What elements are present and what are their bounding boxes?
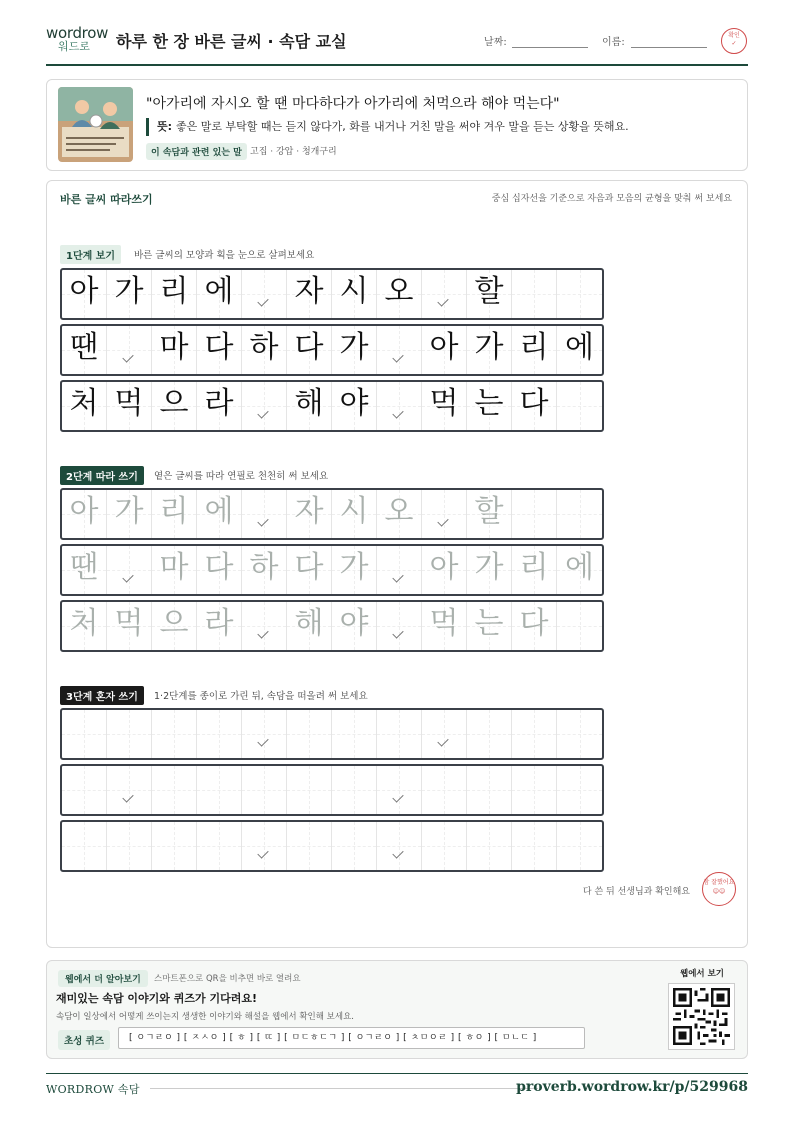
practice-hint: 중심 십자선을 기준으로 자음과 모음의 균형을 맞춰 써 보세요	[491, 194, 732, 204]
practice-char: 다	[204, 330, 234, 365]
practice-cell	[512, 326, 557, 374]
practice-cell[interactable]	[197, 546, 242, 594]
practice-cell[interactable]	[287, 546, 332, 594]
practice-cell	[152, 382, 197, 430]
practice-cell	[422, 382, 467, 430]
practice-char: 하	[249, 330, 279, 365]
space-mark-icon	[122, 571, 133, 582]
practice-cell	[107, 270, 152, 318]
space-mark-icon	[392, 351, 403, 362]
space-mark-icon	[392, 791, 403, 802]
practice-char: 가	[474, 330, 504, 365]
practice-cell[interactable]	[512, 602, 557, 650]
practice-cell[interactable]	[62, 766, 107, 814]
practice-char: 라	[204, 386, 234, 421]
meaning-label: 뜻:	[157, 120, 173, 133]
initial-consonant-quiz: [ ㅇㄱㄹㅇ ] [ ㅈㅅㅇ ] [ ㅎ ] [ ㄸ ] [ ㅁㄷㅎㄷㄱ ] [ ㅇㄱㄹㅇ ] [ ㅊㅁㅇㄹ ] [ ㅎㅇ ] [ ㅁㄴㄷ ]	[118, 1027, 585, 1049]
practice-char: 해	[294, 606, 324, 641]
practice-char: 는	[474, 386, 504, 421]
space-mark-icon	[257, 847, 268, 858]
practice-char: 할	[474, 494, 504, 529]
space-mark-icon	[392, 407, 403, 418]
practice-char: 야	[339, 386, 369, 421]
practice-char: 에	[204, 494, 234, 529]
step3-row-3[interactable]	[60, 820, 604, 872]
space-mark-icon	[257, 295, 268, 306]
practice-char: 리	[159, 274, 189, 309]
practice-cell	[377, 270, 422, 318]
practice-cell	[107, 382, 152, 430]
related-words: 고집 · 강압 · 청개구리	[250, 147, 337, 157]
practice-cell	[467, 326, 512, 374]
proverb-meaning	[146, 118, 629, 136]
web-badge: 웹에서 더 알아보기	[58, 970, 148, 987]
practice-char: 라	[204, 606, 234, 641]
space-mark-icon	[437, 515, 448, 526]
practice-cell[interactable]	[332, 546, 377, 594]
practice-char: 으	[159, 606, 189, 641]
practice-cell[interactable]	[557, 766, 602, 814]
confirm-stamp-icon: 확인 ✓	[721, 28, 747, 54]
practice-cell[interactable]	[152, 546, 197, 594]
practice-cell[interactable]	[62, 710, 107, 758]
practice-char: 할	[474, 274, 504, 309]
practice-cell[interactable]	[332, 490, 377, 538]
practice-char: 다	[204, 550, 234, 585]
practice-cell	[197, 382, 242, 430]
space-mark-icon	[257, 407, 268, 418]
practice-cell[interactable]	[377, 710, 422, 758]
practice-cell[interactable]	[287, 710, 332, 758]
practice-cell	[197, 326, 242, 374]
practice-cell[interactable]	[197, 766, 242, 814]
wordrow-logo	[46, 24, 109, 56]
practice-cell[interactable]	[422, 822, 467, 870]
practice-char: 에	[204, 274, 234, 309]
practice-cell[interactable]	[152, 602, 197, 650]
practice-cell[interactable]	[422, 710, 467, 758]
practice-char: 가	[339, 550, 369, 585]
practice-char: 가	[474, 550, 504, 585]
practice-cell	[332, 382, 377, 430]
footer-divider	[46, 1073, 748, 1074]
step3-hint: 1·2단계를 종이로 가린 뒤, 속담을 떠올려 써 보세요	[154, 691, 368, 702]
practice-cell[interactable]	[107, 822, 152, 870]
step3-row-1[interactable]	[60, 708, 604, 760]
practice-cell	[422, 326, 467, 374]
practice-char: 다	[519, 386, 549, 421]
practice-cell[interactable]	[197, 490, 242, 538]
step1-row-3	[60, 380, 604, 432]
practice-cell	[377, 326, 422, 374]
logo-subtext: 워드로	[58, 40, 90, 53]
practice-char: 으	[159, 386, 189, 421]
step1-row-2	[60, 324, 604, 376]
practice-char: 처	[69, 386, 99, 421]
practice-char: 다	[294, 330, 324, 365]
qr-label: 웹에서 보기	[680, 969, 725, 979]
quiz-label: 초성 퀴즈	[58, 1030, 110, 1050]
step2-badge: 2단계 따라 쓰기	[60, 466, 144, 485]
practice-char: 아	[429, 330, 459, 365]
step2-row-3[interactable]	[60, 600, 604, 652]
practice-cell[interactable]	[467, 546, 512, 594]
step3-row-2[interactable]	[60, 764, 604, 816]
practice-cell[interactable]	[422, 546, 467, 594]
related-words-badge: 이 속담과 관련 있는 말	[146, 143, 247, 160]
practice-char: 야	[339, 606, 369, 641]
practice-cell[interactable]	[287, 766, 332, 814]
practice-char: 시	[339, 274, 369, 309]
practice-char: 시	[339, 494, 369, 529]
practice-char: 리	[519, 550, 549, 585]
practice-cell	[377, 382, 422, 430]
web-headline: 재미있는 속담 이야기와 퀴즈가 기다려요!	[56, 992, 257, 1005]
practice-cell[interactable]	[512, 490, 557, 538]
practice-char: 리	[159, 494, 189, 529]
practice-cell[interactable]	[242, 602, 287, 650]
practice-cell[interactable]	[422, 490, 467, 538]
practice-cell	[557, 382, 602, 430]
practice-cell[interactable]	[107, 710, 152, 758]
step1-row-1	[60, 268, 604, 320]
practice-cell	[242, 382, 287, 430]
practice-cell[interactable]	[422, 602, 467, 650]
practice-cell[interactable]	[377, 602, 422, 650]
practice-cell	[242, 326, 287, 374]
practice-cell	[467, 382, 512, 430]
practice-cell[interactable]	[557, 490, 602, 538]
practice-cell[interactable]	[332, 602, 377, 650]
practice-cell[interactable]	[422, 766, 467, 814]
practice-cell[interactable]	[377, 822, 422, 870]
practice-cell	[242, 270, 287, 318]
practice-char: 처	[69, 606, 99, 641]
practice-cell[interactable]	[377, 766, 422, 814]
footer-line	[150, 1088, 538, 1089]
meaning-text: 좋은 말로 부탁할 때는 듣지 않다가, 화를 내거나 거친 말을 써야 겨우 말을 듣는 상황을 뜻해요.	[176, 120, 629, 133]
practice-cell[interactable]	[557, 546, 602, 594]
practice-cell	[107, 326, 152, 374]
practice-char: 다	[294, 550, 324, 585]
space-mark-icon	[392, 627, 403, 638]
practice-cell[interactable]	[557, 710, 602, 758]
practice-cell[interactable]	[152, 490, 197, 538]
practice-cell	[512, 382, 557, 430]
practice-cell[interactable]	[332, 710, 377, 758]
practice-char: 는	[474, 606, 504, 641]
practice-cell[interactable]	[242, 822, 287, 870]
practice-cell	[152, 270, 197, 318]
space-mark-icon	[257, 515, 268, 526]
practice-cell	[197, 270, 242, 318]
practice-char: 먹	[429, 386, 459, 421]
step3-badge: 3단계 혼자 쓰기	[60, 686, 144, 705]
space-mark-icon	[437, 735, 448, 746]
practice-cell[interactable]	[467, 710, 512, 758]
practice-cell[interactable]	[152, 710, 197, 758]
practice-cell[interactable]	[467, 766, 512, 814]
practice-cell	[557, 270, 602, 318]
practice-char: 에	[565, 330, 594, 365]
practice-cell[interactable]	[467, 602, 512, 650]
practice-char: 하	[249, 550, 279, 585]
practice-char: 먹	[114, 386, 144, 421]
date-field[interactable]	[512, 47, 588, 48]
space-mark-icon	[257, 627, 268, 638]
practice-cell[interactable]	[107, 766, 152, 814]
date-label: 날짜:	[484, 37, 507, 48]
practice-cell[interactable]	[287, 490, 332, 538]
practice-cell	[62, 382, 107, 430]
practice-char: 마	[159, 550, 189, 585]
practice-cell[interactable]	[152, 822, 197, 870]
practice-cell[interactable]	[242, 490, 287, 538]
practice-cell	[152, 326, 197, 374]
practice-char: 에	[565, 550, 594, 585]
practice-cell[interactable]	[197, 710, 242, 758]
practice-cell[interactable]	[107, 490, 152, 538]
name-field[interactable]	[631, 47, 707, 48]
practice-cell[interactable]	[512, 546, 557, 594]
practice-cell[interactable]	[62, 822, 107, 870]
practice-char: 가	[339, 330, 369, 365]
practice-cell[interactable]	[377, 546, 422, 594]
practice-char: 마	[159, 330, 189, 365]
header-divider	[46, 64, 748, 66]
practice-cell	[287, 382, 332, 430]
practice-char: 다	[519, 606, 549, 641]
web-description: 속담이 일상에서 어떻게 쓰이는지 생생한 이야기와 해설을 웹에서 확인해 보세요.	[56, 1012, 354, 1022]
practice-char: 해	[294, 386, 324, 421]
footer-url-link[interactable]: proverb.wordrow.kr/p/529968	[516, 1079, 748, 1095]
practice-char: 아	[69, 494, 99, 529]
practice-cell[interactable]	[557, 822, 602, 870]
practice-cell[interactable]	[152, 766, 197, 814]
check-note: 다 쓴 뒤 선생님과 확인해요	[582, 887, 690, 897]
practice-cell	[557, 326, 602, 374]
name-label: 이름:	[602, 37, 625, 48]
practice-cell	[62, 270, 107, 318]
practice-cell[interactable]	[107, 546, 152, 594]
practice-cell[interactable]	[287, 602, 332, 650]
practice-cell	[62, 326, 107, 374]
practice-char: 아	[69, 274, 99, 309]
practice-cell[interactable]	[332, 822, 377, 870]
practice-cell[interactable]	[287, 822, 332, 870]
practice-char: 자	[294, 274, 324, 309]
practice-cell[interactable]	[197, 602, 242, 650]
step1-hint: 바른 글씨의 모양과 획을 눈으로 살펴보세요	[134, 250, 315, 261]
practice-char: 오	[384, 274, 414, 309]
practice-cell[interactable]	[62, 490, 107, 538]
practice-char: 먹	[114, 606, 144, 641]
practice-cell[interactable]	[107, 602, 152, 650]
practice-char: 땐	[69, 550, 99, 585]
page-title: 하루 한 장 바른 글씨 · 속담 교실	[116, 32, 347, 51]
practice-cell	[287, 326, 332, 374]
qr-code-icon[interactable]	[668, 983, 735, 1050]
practice-cell[interactable]	[62, 602, 107, 650]
proverb-illustration	[58, 87, 133, 162]
step2-hint: 옅은 글씨를 따라 연필로 천천히 써 보세요	[154, 471, 329, 482]
web-hint: 스마트폰으로 QR을 비추면 바로 열려요	[154, 974, 301, 984]
practice-cell[interactable]	[332, 766, 377, 814]
practice-char: 오	[384, 494, 414, 529]
practice-char: 가	[114, 494, 144, 529]
practice-cell[interactable]	[377, 490, 422, 538]
practice-char: 먹	[429, 606, 459, 641]
practice-cell[interactable]	[242, 766, 287, 814]
practice-cell[interactable]	[512, 822, 557, 870]
practice-cell[interactable]	[512, 766, 557, 814]
practice-cell	[287, 270, 332, 318]
practice-cell	[512, 270, 557, 318]
practice-cell[interactable]	[197, 822, 242, 870]
space-mark-icon	[392, 847, 403, 858]
space-mark-icon	[257, 735, 268, 746]
practice-cell	[422, 270, 467, 318]
logo-text: wordrow	[46, 24, 109, 42]
step2-row-1[interactable]	[60, 488, 604, 540]
space-mark-icon	[437, 295, 448, 306]
practice-cell[interactable]	[557, 602, 602, 650]
proverb-text: "아가리에 자시오 할 땐 마다하다가 아가리에 처먹으라 해야 먹는다"	[146, 96, 560, 112]
practice-cell[interactable]	[62, 546, 107, 594]
practice-char: 아	[429, 550, 459, 585]
space-mark-icon	[392, 571, 403, 582]
practice-cell	[332, 270, 377, 318]
practice-cell	[332, 326, 377, 374]
step2-row-2[interactable]	[60, 544, 604, 596]
practice-char: 땐	[69, 330, 99, 365]
footer-brand: WORDROW 속담	[46, 1083, 140, 1096]
practice-cell	[467, 270, 512, 318]
space-mark-icon	[122, 351, 133, 362]
practice-title: 바른 글씨 따라쓰기	[60, 193, 153, 206]
practice-cell[interactable]	[467, 490, 512, 538]
practice-char: 리	[519, 330, 549, 365]
practice-char: 가	[114, 274, 144, 309]
step1-badge: 1단계 보기	[60, 245, 121, 264]
practice-cell[interactable]	[242, 546, 287, 594]
practice-cell[interactable]	[467, 822, 512, 870]
practice-cell[interactable]	[512, 710, 557, 758]
practice-cell[interactable]	[242, 710, 287, 758]
practice-char: 자	[294, 494, 324, 529]
space-mark-icon	[122, 791, 133, 802]
good-job-stamp-icon: 참 잘했어요 ☺☺	[702, 872, 736, 906]
